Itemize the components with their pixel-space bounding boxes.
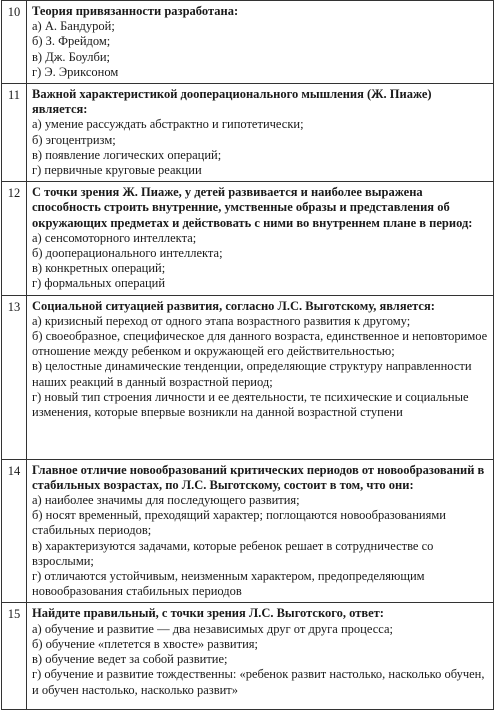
question-row [2, 459, 494, 603]
answer-option: а) умение рассуждать абстрактно и гипотетически; [32, 117, 304, 132]
answer-option: а) А. Бандурой; [32, 19, 115, 34]
question-text: Теория привязанности разработана: [32, 4, 239, 18]
answer-option: в) Дж. Боулби; [32, 49, 111, 64]
question-row [2, 1, 494, 84]
question-text: Главное отличие новообразований критических периодов от новообразований в стабильных возрастах, по Л.С. Выготскому, состоит в том, что они: [32, 462, 485, 492]
answer-option: б) обучение «плетется в хвосте» развития; [32, 636, 258, 651]
question-row [2, 603, 494, 710]
question-text: Найдите правильный, с точки зрения Л.С. Выготского, ответ: [32, 606, 384, 621]
question-number: 15 [2, 603, 27, 710]
answer-option: г) новый тип строения личности и ее деятельности, те психические и социальные изменения, которые впервые возникли на данной возрастной ступени [32, 389, 469, 420]
question-row [2, 295, 494, 459]
question-number: 11 [2, 84, 27, 182]
answer-option: а) наиболее значимы для последующего развития; [32, 493, 300, 508]
answer-option: г) обучение и развитие тождественны: «ребенок развит настолько, насколько обучен, и обучен настолько, насколько развит» [32, 667, 485, 697]
questions-table [1, 0, 494, 710]
answer-option: б) эгоцентризм; [32, 132, 116, 147]
answer-option: б) дооперационального интеллекта; [32, 246, 223, 261]
question-text: С точки зрения Ж. Пиаже, у детей развивается и наиболее выражена способность строить внутренние, умственные образы и представления об окружающих предметах и действовать с ними во внутреннем плане в период: [32, 185, 473, 230]
answer-option: г) отличаются устойчивым, неизменным характером, предопределяющим новообразования стабильных периодов [32, 569, 425, 599]
answer-option: в) появление логических операций; [32, 147, 222, 162]
question-cell [27, 182, 494, 295]
answer-option: а) обучение и развитие — два независимых друг от друга процесса; [32, 621, 393, 636]
answer-option: в) характеризуются задачами, которые ребенок решает в сотрудничестве со взрослыми; [32, 538, 434, 568]
question-number: 10 [2, 1, 27, 84]
question-cell [27, 603, 494, 710]
answer-option: в) обучение ведет за собой развитие; [32, 652, 228, 667]
answer-option: г) формальных операций [32, 276, 166, 291]
answer-option: г) Э. Эриксоном [32, 64, 119, 79]
answer-option: в) целостные динамические тенденции, определяющие структуру направленности наших реакций в данный возрастной период; [32, 359, 472, 389]
answer-option: в) конкретных операций; [32, 261, 166, 276]
answer-option: б) своеобразное, специфическое для данного возраста, единственное и неповторимое отношение между ребенком и окружающей его действительностью; [32, 329, 488, 359]
answer-option: г) первичные круговые реакции [32, 163, 202, 178]
question-cell [27, 1, 494, 84]
question-number: 13 [2, 295, 27, 459]
answer-option: б) носят временный, преходящий характер; поглощаются новообразованиями стабильных периодов; [32, 508, 446, 538]
answer-option: б) З. Фрейдом; [32, 34, 111, 49]
question-text: Важной характеристикой дооперационального мышления (Ж. Пиаже) является: [32, 87, 432, 117]
question-number: 12 [2, 182, 27, 295]
question-row [2, 182, 494, 295]
question-cell [27, 84, 494, 182]
question-cell [27, 295, 494, 459]
question-number: 14 [2, 459, 27, 603]
answer-option: а) кризисный переход от одного этапа возрастного развития к другому; [32, 313, 411, 328]
answer-option: а) сенсомоторного интеллекта; [32, 230, 197, 245]
question-cell [27, 459, 494, 603]
question-row [2, 84, 494, 182]
question-text: Социальной ситуацией развития, согласно Л.С. Выготскому, является: [32, 298, 435, 313]
